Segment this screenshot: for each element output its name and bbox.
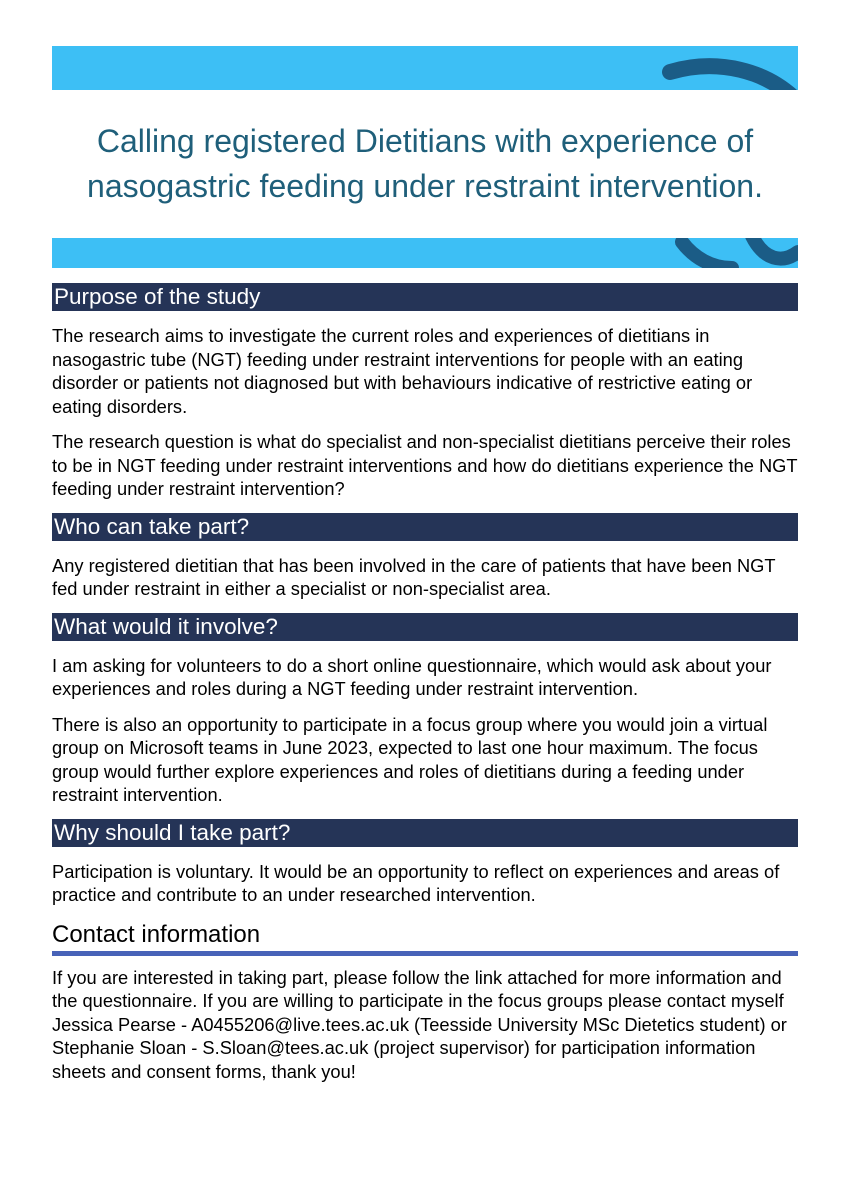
section-heading-involve: What would it involve?	[52, 613, 798, 641]
contact-paragraph: If you are interested in taking part, please follow the link attached for more information and the questionnaire. If you are willing to participate in the focus groups please contact myself Jessica Pearse - A0455206@live.tees.ac.uk (Teesside University MSc Dietetics student) or Stephanie Sloan - S.Sloan@tees.ac.uk (project supervisor) for participation information sheets and consent forms, thank you!	[52, 966, 787, 1082]
involve-paragraph-2: There is also an opportunity to participate in a focus group where you would join a virtual group on Microsoft teams in June 2023, expected to last one hour maximum. The focus group would further explore experiences and roles of dietitians during a feeding under restraint intervention.	[52, 713, 768, 805]
contact-divider	[52, 951, 798, 956]
who-paragraph: Any registered dietitian that has been involved in the care of patients that have been NGT fed under restraint in either a specialist or non-specialist area.	[52, 554, 776, 599]
banner-title	[77, 119, 773, 209]
title-banner	[52, 46, 798, 268]
section-heading-why: Why should I take part?	[52, 819, 798, 847]
why-paragraph: Participation is voluntary. It would be an opportunity to reflect on experiences and areas of practice and contribute to an under researched intervention.	[52, 860, 780, 905]
banner-title-panel	[52, 90, 798, 238]
section-heading-who: Who can take part?	[52, 513, 798, 541]
contact-heading: Contact information	[52, 920, 261, 948]
banner-title-line-1: Calling registered Dietitians with experience of	[96, 123, 754, 160]
purpose-paragraph-2: The research question is what do specialist and non-specialist dietitians perceive their roles to be in NGT feeding under restraint interventions and how do dietitians experience the NGT feeding under restraint intervention?	[52, 431, 798, 499]
flyer-content	[52, 283, 798, 1083]
section-heading-purpose: Purpose of the study	[52, 283, 798, 311]
involve-paragraph-1: I am asking for volunteers to do a short online questionnaire, which would ask about your experiences and roles during a NGT feeding under restraint intervention.	[52, 654, 772, 699]
banner-title-line-2: nasogastric feeding under restraint intervention.	[87, 168, 763, 204]
purpose-paragraph-1: The research aims to investigate the current roles and experiences of dietitians in nasogastric tube (NGT) feeding under restraint interventions for people with an eating disorder or patients not diagnosed but with behaviours indicative of restrictive eating or eating disorders.	[52, 325, 753, 417]
